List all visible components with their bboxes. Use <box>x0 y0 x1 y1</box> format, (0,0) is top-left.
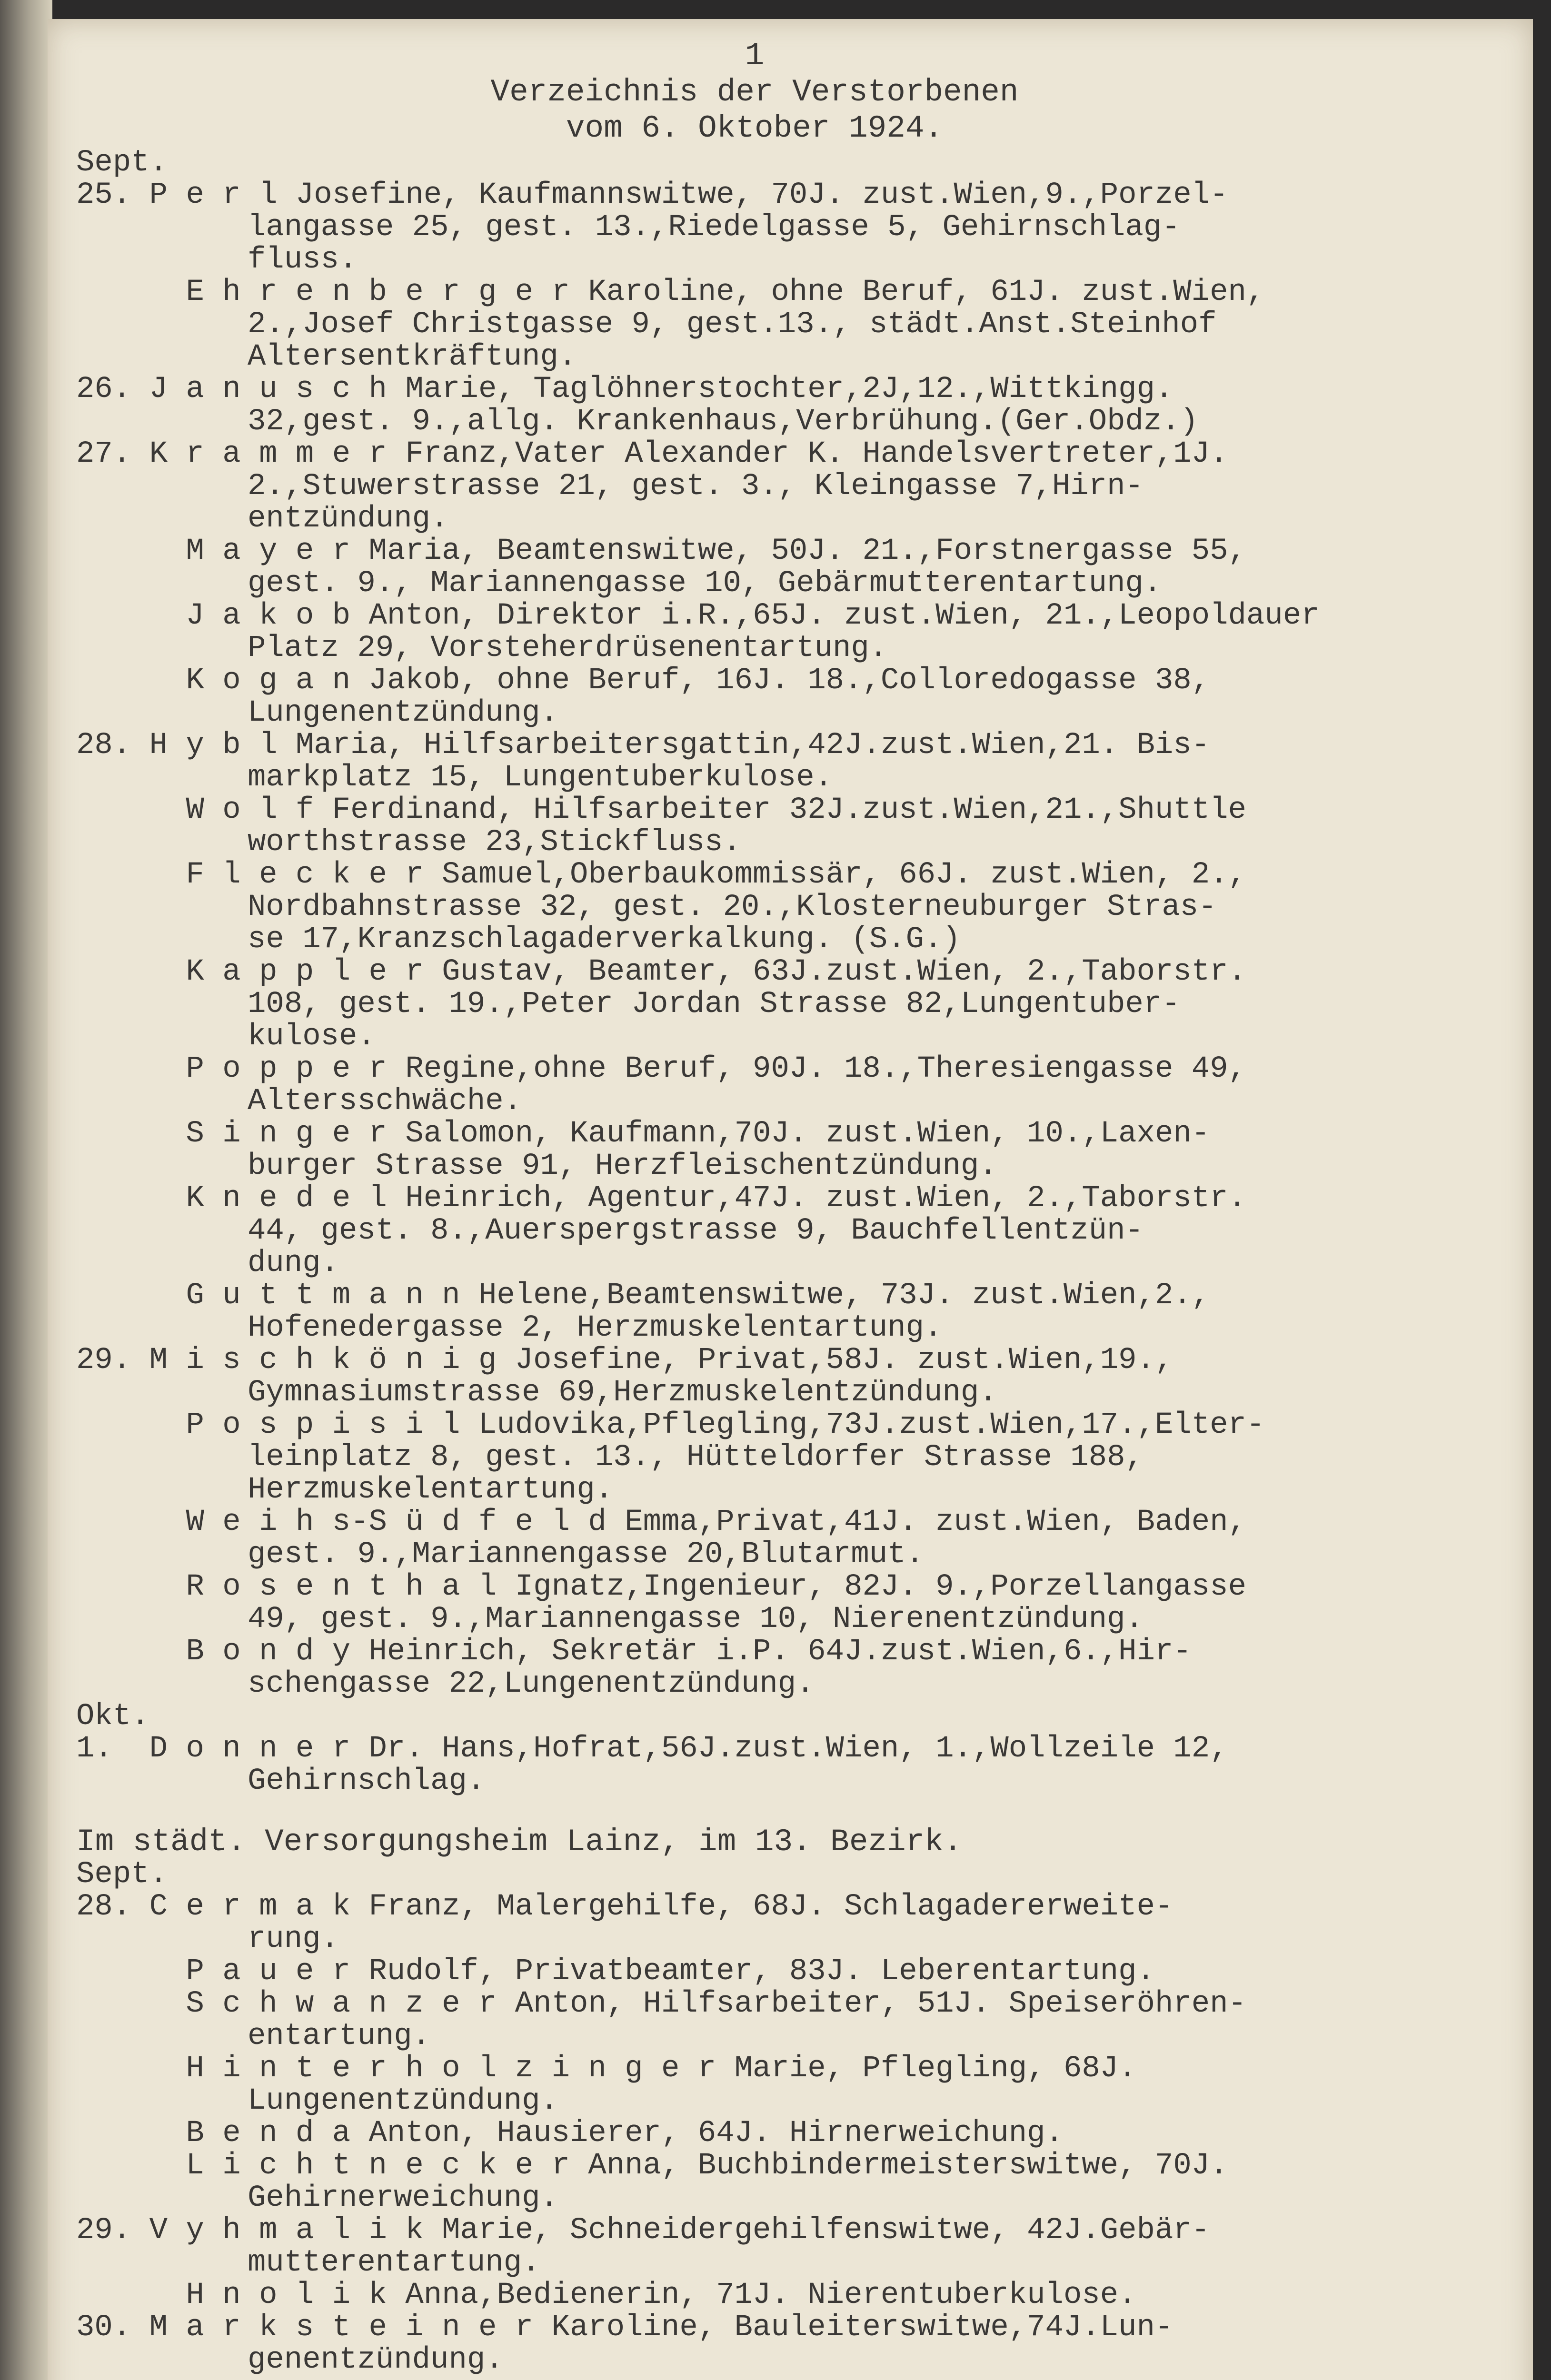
death-entry <box>76 2053 1433 2117</box>
entry-first-line <box>76 2214 1433 2247</box>
entry-continuation-line: Lungenentzündung. <box>248 696 558 730</box>
entry-date <box>76 955 149 989</box>
entry-text: H i n t e r h o l z i n g e r Marie, Pflegling, 68J. <box>149 2052 1137 2086</box>
entry-first-line <box>76 2117 1433 2150</box>
entry-first-line <box>76 1891 1433 1923</box>
death-entry <box>76 2311 1433 2376</box>
entry-continuation-line: 2.,Josef Christgasse 9, gest.13., städt.Anst.Steinhof <box>248 307 1217 342</box>
entry-date <box>76 1635 149 1669</box>
entry-date <box>76 1117 149 1151</box>
entry-date <box>76 2052 149 2086</box>
death-entry <box>76 1636 1433 1700</box>
entry-date <box>76 1505 149 1539</box>
entry-text: J a n u s c h Marie, Taglöhnerstochter,2J,12.,Wittkingg. <box>149 372 1173 407</box>
entry-date: 28. <box>76 1890 149 1924</box>
entry-text: P o p p e r Regine,ohne Beruf, 90J. 18.,Theresiengasse 49, <box>149 1052 1246 1086</box>
entry-date <box>76 599 149 633</box>
entry-continuation-line: rung. <box>248 1922 339 1956</box>
death-entry <box>76 729 1433 794</box>
entry-date <box>76 858 149 892</box>
death-entry <box>76 1955 1433 1988</box>
entry-first-line <box>76 1053 1433 1085</box>
entry-date <box>76 1987 149 2021</box>
entry-date <box>76 1052 149 1086</box>
entry-continuation-line: Herzmuskelentartung. <box>248 1473 614 1507</box>
entry-text: W o l f Ferdinand, Hilfsarbeiter 32J.zust.Wien,21.,Shuttle <box>149 793 1246 827</box>
entry-continuation-line: 49, gest. 9.,Mariannengasse 10, Nierenentzündung. <box>248 1602 1143 1636</box>
entry-first-line <box>76 1506 1433 1538</box>
death-entry <box>76 1506 1433 1571</box>
death-entry <box>76 2117 1433 2150</box>
entry-date <box>76 1954 149 1989</box>
death-entry <box>76 276 1433 373</box>
entry-first-line <box>76 794 1433 826</box>
death-entry <box>76 1891 1433 1955</box>
entry-text: D o n n e r Dr. Hans,Hofrat,56J.zust.Wien, 1.,Wollzeile 12, <box>149 1732 1228 1766</box>
death-entry <box>76 2279 1433 2311</box>
month-text: Sept. <box>76 146 168 180</box>
entry-continuation-line: entartung. <box>248 2019 431 2053</box>
entry-text: L i c h t n e c k e r Anna, Buchbindermeisterswitwe, 70J. <box>149 2149 1228 2183</box>
title-line-1: Verzeichnis der Verstorbenen <box>490 74 1019 110</box>
entry-first-line <box>76 1955 1433 1988</box>
entry-continuation-line: fluss. <box>248 243 358 277</box>
entry-continuation-line: 44, gest. 8.,Auerspergstrasse 9, Bauchfellentzün- <box>248 1214 1143 1248</box>
entry-text: H y b l Maria, Hilfsarbeitersgattin,42J.zust.Wien,21. Bis- <box>149 728 1210 763</box>
entry-date: 1. <box>76 1732 149 1766</box>
entry-text: F l e c k e r Samuel,Oberbaukommissär, 66J. zust.Wien, 2., <box>149 858 1246 892</box>
entry-continuation-line: entzündung. <box>248 502 449 536</box>
month-label <box>76 1700 1433 1733</box>
death-entry <box>76 535 1433 600</box>
entry-text: G u t t m a n n Helene,Beamtenswitwe, 73J. zust.Wien,2., <box>149 1279 1210 1313</box>
entry-date <box>76 793 149 827</box>
entry-date <box>76 1570 149 1604</box>
entry-first-line <box>76 373 1433 406</box>
entry-first-line <box>76 276 1433 308</box>
death-entry <box>76 2214 1433 2279</box>
entry-first-line <box>76 535 1433 567</box>
entry-first-line <box>76 2279 1433 2311</box>
entry-text: B e n d a Anton, Hausierer, 64J. Hirnerweichung. <box>149 2116 1064 2151</box>
entry-text: P e r l Josefine, Kaufmannswitwe, 70J. zust.Wien,9.,Porzel- <box>149 178 1228 212</box>
entry-date <box>76 1408 149 1442</box>
entry-first-line <box>76 1636 1433 1668</box>
entry-first-line <box>76 1988 1433 2020</box>
entry-text: K a p p l e r Gustav, Beamter, 63J.zust.Wien, 2.,Taborstr. <box>149 955 1246 989</box>
entry-text: H n o l i k Anna,Bedienerin, 71J. Nierentuberkulose. <box>149 2278 1137 2312</box>
death-entry <box>76 956 1433 1053</box>
death-entry <box>76 1988 1433 2053</box>
entry-text: R o s e n t h a l Ignatz,Ingenieur, 82J. 9.,Porzellangasse <box>149 1570 1246 1604</box>
entry-text: K n e d e l Heinrich, Agentur,47J. zust.Wien, 2.,Taborstr. <box>149 1181 1246 1216</box>
entry-first-line <box>76 1571 1433 1603</box>
death-entry <box>76 1409 1433 1506</box>
entry-first-line <box>76 1733 1433 1765</box>
entry-continuation-line: 108, gest. 19.,Peter Jordan Strasse 82,Lungentuber- <box>248 987 1180 1021</box>
death-entry <box>76 1182 1433 1279</box>
entry-date: 28. <box>76 728 149 763</box>
entry-date: 29. <box>76 1343 149 1378</box>
entry-date: 26. <box>76 372 149 407</box>
death-entry <box>76 1733 1433 1797</box>
entry-date <box>76 275 149 309</box>
register-section <box>76 147 1433 1797</box>
entry-date <box>76 1181 149 1216</box>
entry-first-line <box>76 729 1433 762</box>
entry-date: 30. <box>76 2311 149 2345</box>
month-text: Sept. <box>76 1857 168 1892</box>
title-line-2: vom 6. Oktober 1924. <box>566 110 944 146</box>
entry-continuation-line: dung. <box>248 1246 339 1280</box>
entry-text: K o g a n Jakob, ohne Beruf, 16J. 18.,Colloredogasse 38, <box>149 664 1210 698</box>
entry-date: 25. <box>76 178 149 212</box>
entry-first-line <box>76 1279 1433 1312</box>
entry-date <box>76 2278 149 2312</box>
entry-continuation-line: markplatz 15, Lungentuberkulose. <box>248 761 833 795</box>
entry-first-line <box>76 1344 1433 1377</box>
entry-first-line <box>76 438 1433 470</box>
death-entry <box>76 438 1433 535</box>
death-entry <box>76 664 1433 729</box>
entry-date <box>76 534 149 568</box>
death-entry <box>76 794 1433 859</box>
entry-first-line <box>76 1409 1433 1441</box>
entry-date <box>76 1279 149 1313</box>
section-heading: Im städt. Versorgungsheim Lainz, im 13. Bezirk. <box>76 1824 963 1860</box>
entry-continuation-line: kulose. <box>248 1020 376 1054</box>
entry-first-line <box>76 2150 1433 2182</box>
entry-text: P a u e r Rudolf, Privatbeamter, 83J. Leberentartung. <box>149 1954 1155 1989</box>
entry-first-line <box>76 2053 1433 2085</box>
month-label <box>76 1858 1433 1891</box>
entry-text: P o s p i s i l Ludovika,Pflegling,73J.zust.Wien,17.,Elter- <box>149 1408 1265 1442</box>
entry-continuation-line: 2.,Stuwerstrasse 21, gest. 3., Kleingasse 7,Hirn- <box>248 469 1143 504</box>
death-entry <box>76 179 1433 276</box>
entry-continuation-line: mutterentartung. <box>248 2246 540 2280</box>
entry-continuation-line: burger Strasse 91, Herzfleischentzündung. <box>248 1149 997 1183</box>
entry-continuation-line: Gymnasiumstrasse 69,Herzmuskelentzündung. <box>248 1376 997 1410</box>
entry-continuation-line: Nordbahnstrasse 32, gest. 20.,Klosterneuburger Stras- <box>248 890 1217 924</box>
entry-text: S c h w a n z e r Anton, Hilfsarbeiter, 51J. Speiseröhren- <box>149 1987 1246 2021</box>
entry-text: V y h m a l i k Marie, Schneidergehilfenswitwe, 42J.Gebär- <box>149 2213 1210 2248</box>
entry-continuation-line: Platz 29, Vorsteherdrüsenentartung. <box>248 631 888 665</box>
entry-continuation-line: se 17,Kranzschlagaderverkalkung. (S.G.) <box>248 922 961 957</box>
entry-continuation-line: Gehirnerweichung. <box>248 2181 558 2215</box>
entry-first-line <box>76 664 1433 697</box>
death-entry <box>76 600 1433 664</box>
entry-text: J a k o b Anton, Direktor i.R.,65J. zust.Wien, 21.,Leopoldauer <box>149 599 1320 633</box>
book-gutter <box>0 0 52 2380</box>
month-label <box>76 147 1433 179</box>
entry-continuation-line: Lungenentzündung. <box>248 2084 558 2118</box>
register-sections <box>76 147 1433 2380</box>
month-text: Okt. <box>76 1699 149 1734</box>
entry-text: M a y e r Maria, Beamtenswitwe, 50J. 21.,Forstnergasse 55, <box>149 534 1246 568</box>
entry-continuation-line: 32,gest. 9.,allg. Krankenhaus,Verbrühung.(Ger.Obdz.) <box>248 405 1199 439</box>
entry-text: M a r k s t e i n e r Karoline, Bauleiterswitwe,74J.Lun- <box>149 2311 1173 2345</box>
entry-date <box>76 2116 149 2151</box>
entry-continuation-line: Hofenedergasse 2, Herzmuskelentartung. <box>248 1311 943 1345</box>
entry-first-line <box>76 600 1433 632</box>
entry-text: C e r m a k Franz, Malergehilfe, 68J. Schlagadererweite- <box>149 1890 1173 1924</box>
entry-first-line <box>76 2311 1433 2344</box>
death-entry <box>76 1571 1433 1636</box>
page-number: 1 <box>745 38 765 74</box>
entry-continuation-line: langasse 25, gest. 13.,Riedelgasse 5, Gehirnschlag- <box>248 210 1180 245</box>
entry-date <box>76 664 149 698</box>
entry-first-line <box>76 956 1433 988</box>
entry-continuation-line: gest. 9.,Mariannengasse 20,Blutarmut. <box>248 1537 925 1572</box>
entry-continuation-line: gest. 9., Mariannengasse 10, Gebärmutterentartung. <box>248 566 1162 601</box>
entry-continuation-line: genentzündung. <box>248 2343 504 2377</box>
entry-text: M i s c h k ö n i g Josefine, Privat,58J. zust.Wien,19., <box>149 1343 1173 1378</box>
entry-text: W e i h s-S ü d f e l d Emma,Privat,41J. zust.Wien, Baden, <box>149 1505 1246 1539</box>
death-entry <box>76 2150 1433 2214</box>
entry-text: K r a m m e r Franz,Vater Alexander K. Handelsvertreter,1J. <box>149 437 1228 471</box>
death-entry <box>76 1344 1433 1409</box>
entry-continuation-line: schengasse 22,Lungenentzündung. <box>248 1667 815 1701</box>
entry-first-line <box>76 1118 1433 1150</box>
entry-first-line <box>76 859 1433 891</box>
entry-continuation-line: Gehirnschlag. <box>248 1764 486 1798</box>
entry-text: B o n d y Heinrich, Sekretär i.P. 64J.zust.Wien,6.,Hir- <box>149 1635 1192 1669</box>
entry-continuation-line: leinplatz 8, gest. 13., Hütteldorfer Strasse 188, <box>248 1440 1143 1475</box>
entry-date: 29. <box>76 2213 149 2248</box>
death-entry <box>76 1053 1433 1118</box>
entry-continuation-line: Altersentkräftung. <box>248 340 577 374</box>
death-entry <box>76 859 1433 956</box>
entry-continuation-line: worthstrasse 23,Stickfluss. <box>248 825 741 860</box>
register-section <box>76 1826 1433 2376</box>
death-entry <box>76 1118 1433 1182</box>
entry-first-line <box>76 179 1433 211</box>
entry-text: E h r e n b e r g e r Karoline, ohne Beruf, 61J. zust.Wien, <box>149 275 1265 309</box>
entry-first-line <box>76 1182 1433 1215</box>
death-entry <box>76 373 1433 438</box>
document-body <box>76 38 1433 2380</box>
entry-text: S i n g e r Salomon, Kaufmann,70J. zust.Wien, 10.,Laxen- <box>149 1117 1210 1151</box>
entry-date: 27. <box>76 437 149 471</box>
entry-date <box>76 2149 149 2183</box>
death-entry <box>76 1279 1433 1344</box>
entry-continuation-line: Altersschwäche. <box>248 1084 522 1119</box>
